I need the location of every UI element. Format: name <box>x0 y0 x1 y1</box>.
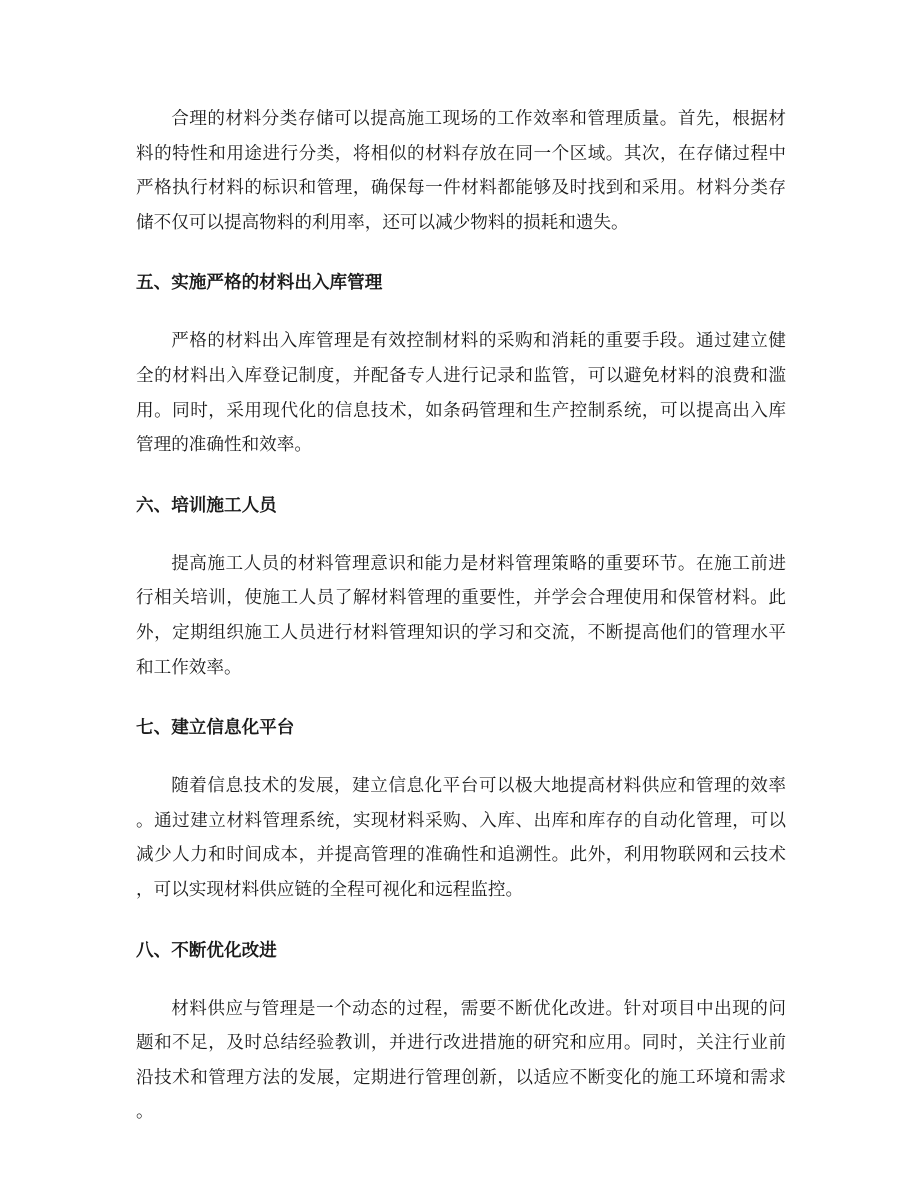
section-paragraph-7: 随着信息技术的发展，建立信息化平台可以极大地提高材料供应和管理的效率。通过建立材料管理系统，实现材料采购、入库、出库和库存的自动化管理，可以减少人力和时间成本，并提高管理的准确性和追溯性。此外，利用物联网和云技术，可以实现材料供应链的全程可视化和远程监控。 <box>136 776 786 900</box>
section-paragraph-8: 材料供应与管理是一个动态的过程，需要不断优化改进。针对项目中出现的问题和不足，及时总结经验教训，并进行改进措施的研究和应用。同时，关注行业前沿技术和管理方法的发展，定期进行管理创新，以适应不断变化的施工环境和需求。 <box>136 998 786 1123</box>
intro-paragraph: 合理的材料分类存储可以提高施工现场的工作效率和管理质量。首先，根据材料的特性和用途进行分类，将相似的材料存放在同一个区域。其次，在存储过程中严格执行材料的标识和管理，确保每一件材料都能够及时找到和采用。材料分类存储不仅可以提高物料的利用率，还可以减少物料的损耗和遗失。 <box>136 109 786 233</box>
document-body <box>136 102 786 1130</box>
section-heading-6: 六、培训施工人员 <box>136 495 277 516</box>
section-paragraph-5: 严格的材料出入库管理是有效控制材料的采购和消耗的重要手段。通过建立健全的材料出入库登记制度，并配备专人进行记录和监管，可以避免材料的浪费和滥用。同时，采用现代化的信息技术，如条码管理和生产控制系统，可以提高出入库管理的准确性和效率。 <box>136 331 786 456</box>
section-heading-5: 五、实施严格的材料出入库管理 <box>136 273 383 294</box>
section-heading-8: 八、不断优化改进 <box>136 940 277 961</box>
section-paragraph-6: 提高施工人员的材料管理意识和能力是材料管理策略的重要环节。在施工前进行相关培训，使施工人员了解材料管理的重要性，并学会合理使用和保管材料。此外，定期组织施工人员进行材料管理知识的学习和交流，不断提高他们的管理水平和工作效率。 <box>136 553 786 678</box>
section-heading-7: 七、建立信息化平台 <box>136 718 295 739</box>
